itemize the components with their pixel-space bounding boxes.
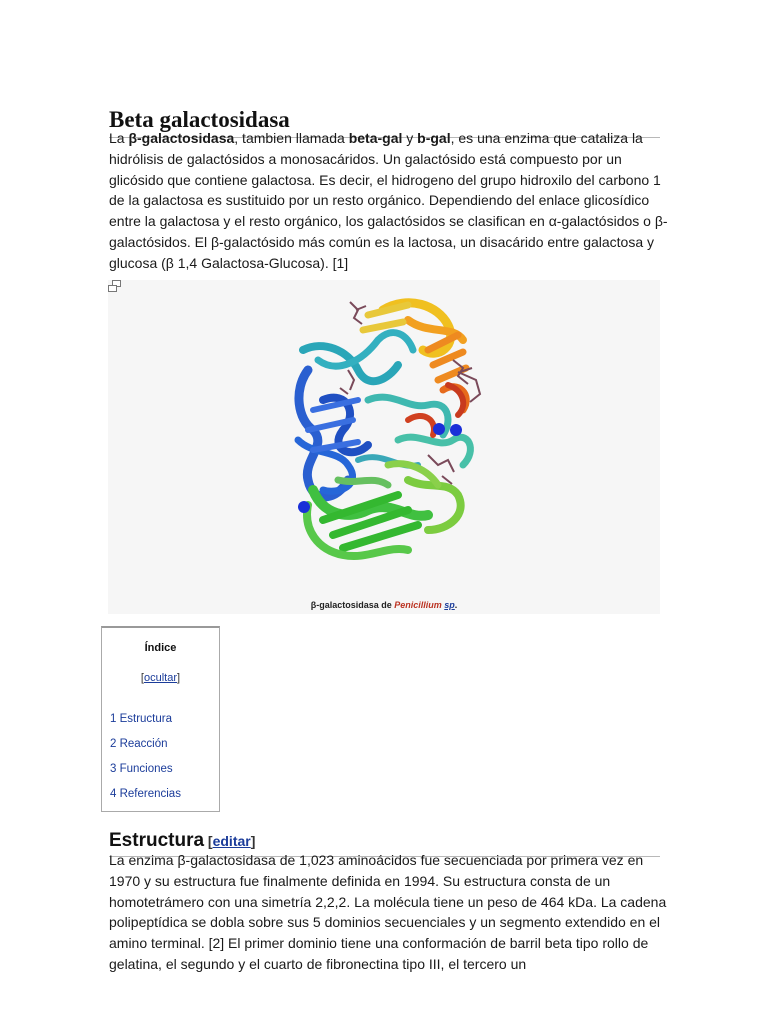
toc-list [110, 712, 181, 812]
toc-item-reaccion[interactable]: 2 Reacción [110, 738, 168, 750]
toc-item-referencias[interactable]: 4 Referencias [110, 788, 181, 800]
toc-bracket: ] [177, 672, 181, 684]
caption-link-sp[interactable]: sp [444, 600, 455, 610]
section-title: Estructura [109, 829, 205, 851]
toc-hide-link[interactable]: ocultar [143, 672, 178, 684]
edit-bracket: [ [204, 832, 213, 849]
caption-text: β-galactosidasa de [310, 600, 395, 610]
edit-link[interactable]: editar [212, 832, 251, 849]
protein-structure-image[interactable] [108, 280, 660, 614]
toc-item-estructura[interactable]: 1 Estructura [110, 713, 172, 725]
edit-bracket: ] [250, 832, 256, 849]
protein-figure [108, 280, 660, 614]
toc-item-funciones[interactable]: 3 Funciones [110, 763, 173, 775]
toc-title: Índice [144, 642, 177, 654]
intro-bold-term: beta-gal [348, 130, 403, 146]
intro-bold-term: β-galactosidasa [128, 130, 235, 146]
intro-text: y [402, 130, 418, 146]
toc-bracket: [ [140, 672, 144, 684]
intro-paragraph [109, 128, 669, 274]
section-paragraph: La enzima β-galactosidasa de 1,023 aminoácidos fue secuenciada por primera vez en 1970 y su estructura fue finalmente definida en 1994. Su estructura consta de un homotetrámero con una simetría 2,2,2. La molécula tiene un peso de 464 kDa. La cadena polipeptídica se dobla sobre sus 5 dominios secuenciales y un segmento extendido en el amino terminal. [2] El primer dominio tiene una conformación de barril beta tipo rollo de gelatina, el segundo y el cuarto de fibronectina tipo III, el tercero un [109, 852, 667, 972]
figure-caption [108, 600, 660, 610]
intro-text: La [109, 130, 129, 146]
caption-text: . [454, 600, 458, 610]
caption-link-penicillium[interactable]: Penicillium [394, 600, 442, 610]
intro-text: , tambien llamada [234, 130, 349, 146]
intro-bold-term: b-gal [417, 130, 451, 146]
magnify-icon[interactable] [108, 280, 122, 292]
intro-text: , es una enzima que cataliza la hidrólisis de galactósidos a monosacáridos. Un galactósido está compuesto por un glicósido que contiene galactosa. Es decir, el hidrogeno del grupo hidroxilo del carbono 1 de la galactosa es sustituido por un resto orgánico. Dependiendo del enlace glicosídico entre la galactosa y el resto orgánico, los galactósidos se clasifican en α-galactósidos o β-galactósidos. El β-galactósido más común es la lactosa, un disacárido entre galactosa y glucosa (β 1,4 Galactosa-Glucosa). [109, 130, 668, 271]
toc-hide-toggle [102, 672, 219, 684]
page-title: Beta galactosidasa [109, 105, 660, 138]
table-of-contents [101, 626, 220, 812]
reference-marker[interactable]: [1] [328, 254, 349, 271]
edit-section [204, 833, 255, 849]
